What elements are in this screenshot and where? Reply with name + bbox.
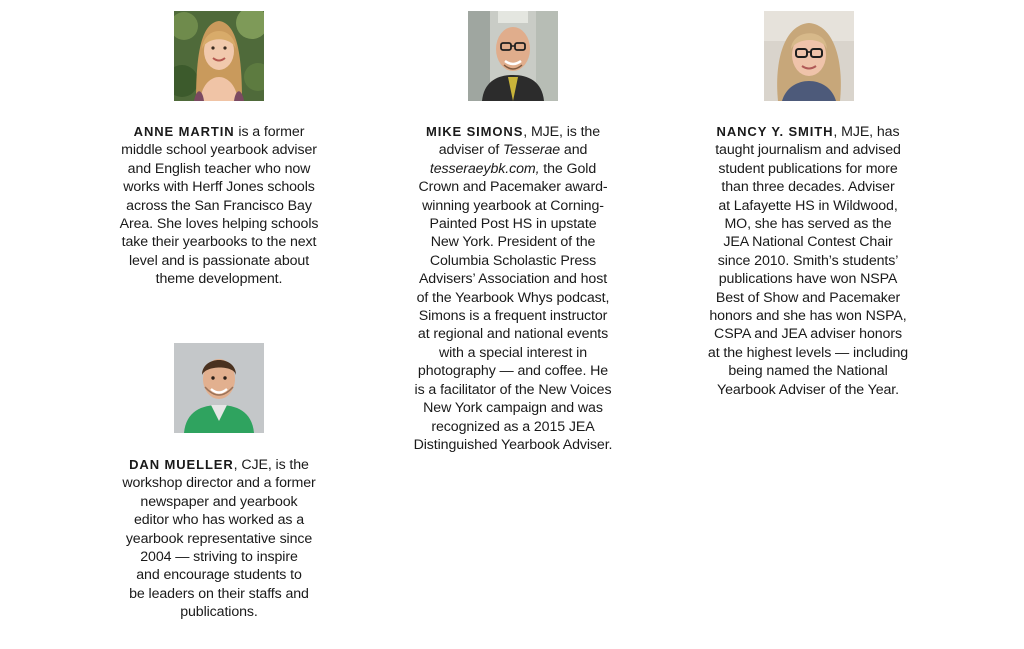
bio-line: honors and she has won NSPA, bbox=[709, 308, 907, 325]
bio-line: and English teacher who now bbox=[127, 160, 311, 177]
bio-line: since 2010. Smith’s students’ bbox=[717, 252, 899, 269]
bio-line: , MJE, is the bbox=[523, 124, 601, 140]
bio-line: New York. President of the bbox=[430, 234, 596, 251]
bio-line: winning yearbook at Corning- bbox=[422, 197, 604, 214]
bio-line: at regional and national events bbox=[417, 326, 609, 343]
bio-line: editor who has worked as a bbox=[133, 512, 305, 529]
bio-line: Painted Post HS in upstate bbox=[429, 216, 597, 233]
bio-line: works with Herff Jones schools bbox=[123, 179, 315, 196]
dan-mueller-photo bbox=[174, 343, 264, 433]
bio-line: Best of Show and Pacemaker bbox=[715, 289, 901, 306]
bio-line: level and is passionate about bbox=[128, 252, 310, 269]
bio-line: take their yearbooks to the next bbox=[121, 234, 317, 251]
bio-line: than three decades. Adviser bbox=[721, 179, 895, 196]
bio-line: CSPA and JEA adviser honors bbox=[714, 326, 902, 343]
mike-simons-photo bbox=[468, 11, 558, 101]
bio-line: Advisers’ Association and host bbox=[418, 271, 608, 288]
bio-line: newspaper and yearbook bbox=[140, 493, 298, 510]
bio-line: and encourage students to bbox=[136, 567, 302, 584]
bio-line: MO, she has served as the bbox=[724, 216, 892, 233]
bio-line: with a special interest in bbox=[438, 344, 588, 361]
bio-line: of the Yearbook Whys podcast, bbox=[416, 289, 610, 306]
bio-line: Yearbook Adviser of the Year. bbox=[717, 381, 899, 398]
bio-line: Crown and Pacemaker award- bbox=[418, 179, 608, 196]
bio-line: , MJE, has bbox=[833, 124, 900, 140]
anne-martin-photo bbox=[174, 11, 264, 101]
bio-line: New York campaign and was bbox=[423, 400, 603, 417]
bio-line: adviser of bbox=[438, 142, 504, 159]
bio-line: and bbox=[560, 142, 588, 159]
bio-line: 2004 — striving to inspire bbox=[140, 549, 298, 566]
dan-mueller-bio bbox=[99, 456, 339, 622]
bio-line: Area. She loves helping schools bbox=[119, 216, 319, 233]
bio-line: photography — and coffee. He bbox=[417, 363, 609, 380]
bio-line: being named the National bbox=[728, 363, 888, 380]
bio-line: Simons is a frequent instructor bbox=[418, 308, 608, 325]
bio-line: recognized as a 2015 JEA bbox=[431, 418, 595, 435]
bio-line: the Gold bbox=[539, 160, 597, 177]
dan-mueller-name: DAN MUELLER bbox=[129, 457, 234, 472]
bio-line: at the highest levels — including bbox=[707, 344, 909, 361]
bio-line: theme development. bbox=[155, 271, 283, 288]
nancy-smith-name: NANCY Y. SMITH bbox=[716, 124, 834, 139]
mike-simons-name: MIKE SIMONS bbox=[425, 124, 524, 139]
publication-website: tesseraeybk.com, bbox=[429, 160, 540, 177]
bio-line: is a facilitator of the New Voices bbox=[414, 381, 612, 398]
mike-simons-bio bbox=[393, 123, 633, 454]
bio-line: publications have won NSPA bbox=[718, 271, 898, 288]
anne-martin-name: ANNE MARTIN bbox=[133, 124, 235, 139]
bio-line: taught journalism and advised bbox=[715, 142, 901, 159]
bio-line: Distinguished Yearbook Adviser. bbox=[413, 436, 613, 453]
nancy-smith-photo bbox=[764, 11, 854, 101]
publication-title: Tesserae bbox=[503, 142, 561, 159]
bio-line: across the San Francisco Bay bbox=[126, 197, 312, 214]
bio-line: middle school yearbook adviser bbox=[121, 142, 317, 159]
nancy-smith-bio bbox=[688, 123, 928, 399]
bio-line: is a former bbox=[234, 124, 305, 140]
bio-line: publications. bbox=[180, 604, 258, 621]
bio-line: be leaders on their staffs and bbox=[129, 585, 309, 602]
bio-line: , CJE, is the bbox=[233, 457, 309, 473]
bio-line: Columbia Scholastic Press bbox=[429, 252, 597, 269]
bio-line: at Lafayette HS in Wildwood, bbox=[718, 197, 898, 214]
bio-line: JEA National Contest Chair bbox=[723, 234, 893, 251]
bio-line: yearbook representative since bbox=[125, 530, 313, 547]
bio-line: workshop director and a former bbox=[122, 475, 316, 492]
bio-line: student publications for more bbox=[718, 160, 898, 177]
anne-martin-bio bbox=[99, 123, 339, 289]
